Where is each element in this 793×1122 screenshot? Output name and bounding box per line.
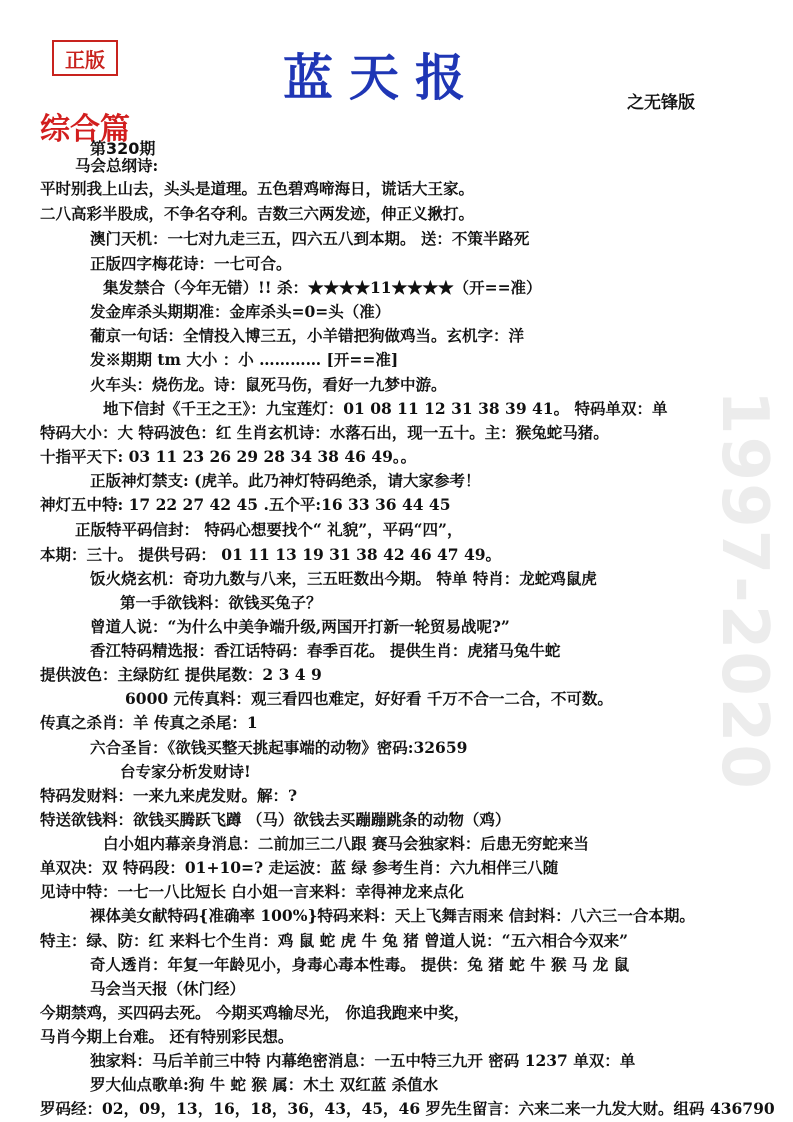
text-line: 正版特平码信封： 特码心想要找个“ 礼貌”，平码“四”， xyxy=(75,520,463,539)
text-line: 正版四字梅花诗：一七可合。 xyxy=(90,254,292,273)
text-line: 地下信封《千王之王》：九宝莲灯：01 08 11 12 31 38 39 41。 特码单双：单 xyxy=(103,399,668,418)
text-line: 二八高彩半股成，不争名夺利。吉数三六两发迹，伸正义揪打。 xyxy=(40,204,475,223)
text-line: 提供波色：主绿防红 提供尾数：2 3 4 9 xyxy=(40,665,322,684)
text-line: 第一手欲钱料：欲钱买兔子？ xyxy=(120,593,322,612)
newspaper-title: 蓝天报 xyxy=(283,48,481,107)
text-line: 神灯五中特: 17 22 27 42 45 .五个平:16 33 36 44 45 xyxy=(40,495,451,514)
text-line: 奇人透肖：年复一年龄见小，身毒心毒本性毒。 提供：兔 猪 蛇 牛 猴 马 龙 鼠 xyxy=(90,955,630,974)
text-line: 集发禁合（今年无错）!! 杀：★★★★11★★★★（开==准） xyxy=(103,278,542,297)
text-line: 正版神灯禁支: (虎羊。此乃神灯特码绝杀，请大家参考！ xyxy=(90,471,481,490)
text-line: 本期：三十。 提供号码： 01 11 13 19 31 38 42 46 47 49。 xyxy=(40,545,502,564)
text-line: 马肖今期上台难。 还有特别彩民想。 xyxy=(40,1027,294,1046)
text-line: 传真之杀肖：羊 传真之杀尾：1 xyxy=(40,713,258,732)
text-line: 6000 元传真料：观三看四也难定，好好看 千万不合一二合，不可数。 xyxy=(125,689,613,708)
text-line: 发※期期 tm 大小 ：小 ………… [开==准] xyxy=(90,350,399,369)
issue-number: 第320期 xyxy=(90,139,156,158)
text-line: 独家料：马后羊前三中特 内幕绝密消息：一五中特三九开 密码 1237 单双：单 xyxy=(90,1051,636,1070)
genuine-edition-stamp: 正版 xyxy=(52,40,118,76)
text-line: 特送欲钱料：欲钱买腾跃飞蹲 （马）欲钱去买蹦蹦跳条的动物（鸡） xyxy=(40,810,511,829)
text-line: 香江特码精选报：香江话特码：春季百花。 提供生肖：虎猪马兔牛蛇 xyxy=(90,641,561,660)
text-line: 单双决：双 特码段：01+10=? 走运波：蓝 绿 参考生肖：六九相伴三八随 xyxy=(40,858,559,877)
text-line: 葡京一句话：全情投入博三五，小羊错把狗做鸡当。玄机字：洋 xyxy=(90,326,525,345)
text-line: 十指平天下: 03 11 23 26 29 28 34 38 46 49。。 xyxy=(40,447,417,466)
text-line: 台专家分析发财诗! xyxy=(120,762,251,781)
text-line: 饭火烧玄机：奇功九数与八来，三五旺数出今期。 特单 特肖：龙蛇鸡鼠虎 xyxy=(90,569,597,588)
text-line: 发金库杀头期期准：金库杀头=0=头（准） xyxy=(90,302,391,321)
text-line: 曾道人说：“为什么中美争端升级,两国开打新一轮贸易战呢?” xyxy=(90,617,510,636)
text-line: 特主：绿、防：红 来料七个生肖：鸡 鼠 蛇 虎 牛 兔 猪 曾道人说：“五六相合今双来” xyxy=(40,931,629,950)
edition-label: 之无锋版 xyxy=(627,93,695,113)
text-line: 马会总纲诗: xyxy=(75,156,159,175)
text-line: 马会当天报（休门经） xyxy=(90,979,246,998)
text-line: 平时别我上山去，头头是道理。五色碧鸡啼海日，谎话大王家。 xyxy=(40,179,475,198)
text-line: 见诗中特：一七一八比短长 白小姐一言来料：幸得神龙来点化 xyxy=(40,882,464,901)
text-line: 火车头：烧伤龙。诗：鼠死马伤，看好一九梦中游。 xyxy=(90,375,447,394)
text-line: 澳门天机：一七对九走三五，四六五八到本期。 送：不策半路死 xyxy=(90,229,530,248)
section-heading: 综合篇 xyxy=(40,112,130,147)
text-line: 白小姐内幕亲身消息：二前加三二八跟 赛马会独家料：后患无穷蛇来当 xyxy=(103,834,589,853)
text-line: 六合圣旨：《欲钱买整天挑起事端的动物》密码:32659 xyxy=(90,738,468,757)
text-line: 特码大小：大 特码波色：红 生肖玄机诗：水落石出，现一五十。主：猴兔蛇马猪。 xyxy=(40,423,609,442)
text-line: 今期禁鸡，买四码去死。 今期买鸡输尽光， 你追我跑来中奖， xyxy=(40,1003,470,1022)
text-line: 罗大仙点歌单:狗 牛 蛇 猴 属：木土 双红蓝 杀值水 xyxy=(90,1075,439,1094)
text-line: 裸体美女献特码{准确率 100%}特码来料：天上飞舞吉雨来 信封料：八六三一合本期。 xyxy=(90,906,695,925)
text-line: 特码发财料：一来九来虎发财。解：? xyxy=(40,786,298,805)
faded-watermark: 1997-2020 xyxy=(707,390,781,791)
text-line: 罗码经：02，09，13，16，18，36，43，45，46 罗先生留言：六来二来一九发大财。组码 436790 xyxy=(40,1099,775,1118)
